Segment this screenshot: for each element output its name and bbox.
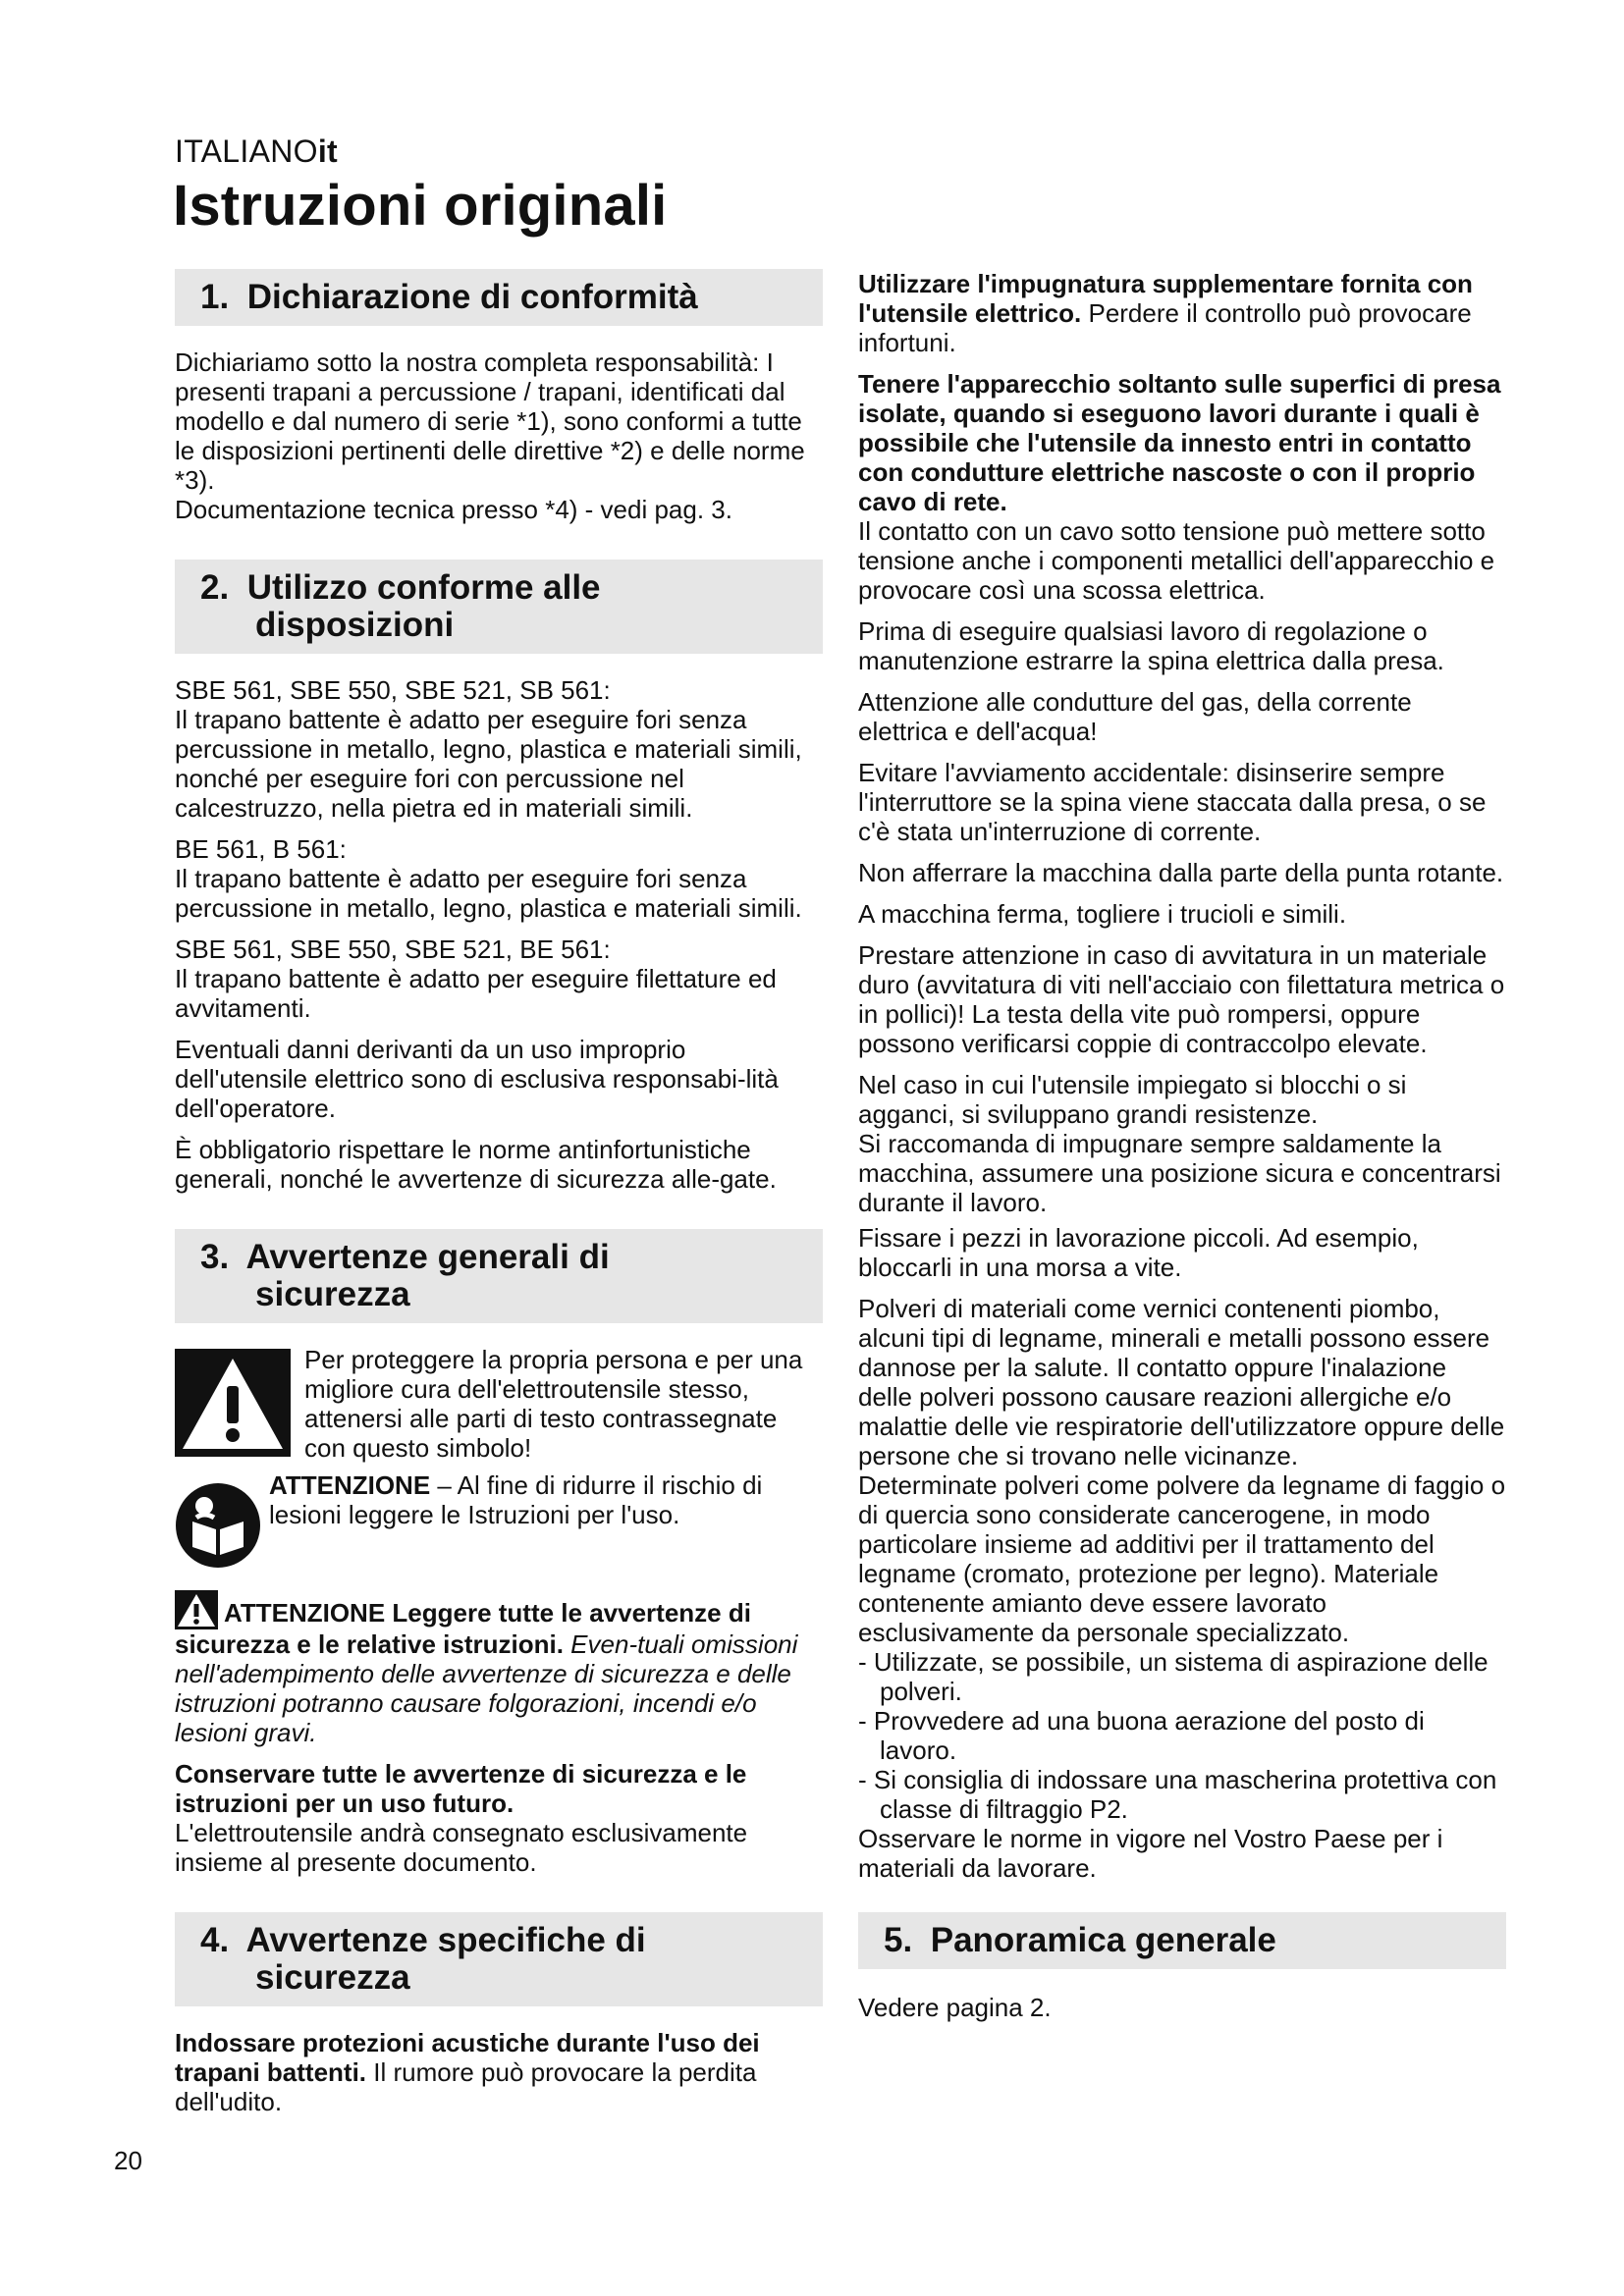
attention-body: – Al fine di ridurre il rischio di lesioni leggere le Istruzioni per l'uso.: [269, 1470, 763, 1529]
section-title: Avvertenze specifiche di: [245, 1921, 646, 1959]
section-5-heading: [858, 1912, 1506, 1969]
s4-paragraph-12b: Determinate polveri come polvere da legname di faggio o di quercia sono considerate cancerogene, in modo particolare insieme ad additivi per il trattamento del legname (cromato, protezione per legno). Materiale contenente amianto deve essere lavorato esclusivamente da personale specializzato.: [858, 1470, 1506, 1647]
attention-label: ATTENZIONE: [269, 1470, 431, 1500]
s4-paragraph-9: Prestare attenzione in caso di avvitatura in un materiale duro (avvitatura di viti nell'acciaio con filettatura metrica o in pollici)! La testa della vite può rompersi, oppure possono verificarsi coppie di contraccolpo elevate.: [858, 940, 1505, 1058]
s4-text: Si raccomanda di impugnare sempre saldamente la macchina, assumere una posizione sicura e concentrarsi durante il lavoro.: [858, 1129, 1501, 1217]
section-number: 5.: [884, 1921, 913, 1959]
s2-paragraph-4: Eventuali danni derivanti da un uso improprio dell'utensile elettrico sono di esclusiva responsabi-lità dell'operatore.: [175, 1035, 779, 1123]
small-warning-icon: [175, 1590, 218, 1629]
model-list: SBE 561, SBE 550, SBE 521, BE 561:: [175, 934, 611, 964]
section-3-heading: [175, 1229, 823, 1323]
s4-text: Nel caso in cui l'utensile impiegato si blocchi o si agganci, si sviluppano grandi resistenze.: [858, 1070, 1407, 1129]
model-list: SBE 561, SBE 550, SBE 521, SB 561:: [175, 675, 611, 705]
list-item: - Provvedere ad una buona aerazione del posto di lavoro.: [858, 1706, 1425, 1765]
warning-bold: ATTENZIONE Leggere tutte le avvertenze di sicurezza e le relative istruzioni.: [175, 1598, 751, 1659]
section-1-heading: [175, 269, 823, 326]
s4-paragraph-11: Fissare i pezzi in lavorazione piccoli. Ad esempio, bloccarli in una morsa a vite.: [858, 1223, 1419, 1282]
s4-bold: Utilizzare l'impugnatura supplementare fornita con l'utensile elettrico.: [858, 269, 1473, 328]
read-manual-icon: [175, 1482, 261, 1569]
s4-bold: Indossare protezioni acustiche durante l'uso dei trapani battenti.: [175, 2028, 760, 2087]
s2-text: Il trapano battente è adatto per eseguire filettature ed avvitamenti.: [175, 964, 777, 1023]
s4-paragraph-8: A macchina ferma, togliere i trucioli e simili.: [858, 899, 1347, 929]
page-title: Istruzioni originali: [173, 174, 668, 238]
section-number: 1.: [200, 278, 230, 316]
s4-paragraph-5: Attenzione alle condutture del gas, della corrente elettrica e dell'acqua!: [858, 687, 1412, 746]
section-title: Utilizzo conforme alle: [246, 568, 601, 607]
warning-italic: Even-tuali omissioni nell'adempimento delle avvertenze di sicurezza e delle istruzioni potranno causare folgorazioni, incendi e/o lesioni gravi.: [175, 1629, 798, 1747]
s2-text: Il trapano battente è adatto per eseguire fori senza percussione in metallo, legno, plastica e materiali simili, nonché per eseguire fori con percussione nel calcestruzzo, nella pietra ed in materiali simili.: [175, 705, 802, 823]
section-title-cont: disposizioni: [255, 606, 455, 644]
s4-paragraph-2: [858, 269, 1506, 357]
s4-text: Il rumore può provocare la perdita dell'udito.: [175, 2057, 757, 2116]
language-name: ITALIANO: [175, 133, 318, 169]
s4-bold: Tenere l'apparecchio soltanto sulle superfici di presa isolate, quando si eseguono lavori durante i quali è possibile che l'utensile da innesto entri in contatto con condutture elettriche nascoste o con il proprio cavo di rete.: [858, 369, 1501, 516]
s4-paragraph-12: Polveri di materiali come vernici contenenti piombo, alcuni tipi di legname, minerali e metalli possono essere dannose per la salute. Il contatto oppure l'inalazione delle polveri possono causare reazioni allergiche e/o malattie delle vie respiratorie dell'utilizzatore oppure delle persone che si trovano nelle vicinanze.: [858, 1294, 1505, 1470]
keep-instructions: [175, 1759, 823, 1877]
language-code: it: [317, 133, 338, 169]
s4-paragraph-13: Osservare le norme in vigore nel Vostro Paese per i materiali da lavorare.: [858, 1824, 1443, 1883]
s4-paragraph-3: [858, 369, 1506, 605]
left-column: [175, 269, 823, 2128]
warning-triangle-icon: [175, 1349, 291, 1457]
read-manual-block: [175, 1470, 823, 1569]
s2-paragraph-2: [175, 834, 823, 923]
section-number: 4.: [200, 1921, 230, 1959]
section-number: 2.: [200, 568, 230, 607]
s4-paragraph-7: Non afferrare la macchina dalla parte della punta rotante.: [858, 858, 1504, 887]
section-title-cont: sicurezza: [255, 1958, 410, 1997]
s2-text: Il trapano battente è adatto per eseguire fori senza percussione in metallo, legno, plastica e materiali simili.: [175, 864, 802, 923]
attention-text: [269, 1470, 823, 1529]
symbol-explanation: Per proteggere la propria persona e per una migliore cura dell'elettroutensile stesso, attenersi alle parti di testo contrassegnate con questo simbolo!: [304, 1345, 803, 1463]
page-number: 20: [114, 2146, 142, 2175]
section-4-heading: [175, 1912, 823, 2006]
s4-paragraph-1: [175, 2028, 823, 2116]
section-title-cont: sicurezza: [255, 1275, 410, 1313]
language-label: [175, 133, 338, 170]
s1-paragraph-2: Documentazione tecnica presso *4) - vedi pag. 3.: [175, 495, 732, 524]
section-number: 3.: [200, 1238, 230, 1276]
s1-paragraph-1: Dichiariamo sotto la nostra completa responsabilità: I presenti trapani a percussione / trapani, identificati dal modello e dal numero di serie *1), sono conformi a tutte le disposizioni pertinenti delle direttive *2) e delle norme *3).: [175, 347, 805, 495]
keep-body: L'elettroutensile andrà consegnato esclusivamente insieme al presente documento.: [175, 1818, 748, 1877]
s4-paragraph-4: Prima di eseguire qualsiasi lavoro di regolazione o manutenzione estrarre la spina elettrica dalla presa.: [858, 616, 1444, 675]
model-list: BE 561, B 561:: [175, 834, 347, 864]
section-title: Avvertenze generali di: [245, 1238, 610, 1276]
s2-paragraph-1: [175, 675, 823, 823]
s2-paragraph-3: [175, 934, 823, 1023]
section-title: Dichiarazione di conformità: [246, 278, 698, 316]
section-title: Panoramica generale: [930, 1921, 1276, 1959]
warning-read-all: [175, 1590, 823, 1747]
right-column: [858, 269, 1506, 2034]
list-item: - Si consiglia di indossare una mascherina protettiva con classe di filtraggio P2.: [858, 1765, 1497, 1824]
s4-paragraph-10: [858, 1070, 1506, 1217]
warning-symbol-block: [175, 1345, 823, 1463]
s4-text: Il contatto con un cavo sotto tensione può mettere sotto tensione anche i componenti metallici dell'apparecchio e provocare così una scossa elettrica.: [858, 516, 1495, 605]
keep-bold: Conservare tutte le avvertenze di sicurezza e le istruzioni per un uso futuro.: [175, 1759, 747, 1818]
s5-paragraph-1: Vedere pagina 2.: [858, 1993, 1052, 2022]
list-item: - Utilizzate, se possibile, un sistema di aspirazione delle polveri.: [858, 1647, 1489, 1706]
s4-paragraph-6: Evitare l'avviamento accidentale: disinserire sempre l'interruttore se la spina viene staccata dalla presa, o se c'è stata un'interruzione di corrente.: [858, 758, 1487, 846]
s4-text: Perdere il controllo può provocare infortuni.: [858, 298, 1472, 357]
section-2-heading: [175, 560, 823, 654]
s2-paragraph-5: È obbligatorio rispettare le norme antinfortunistiche generali, nonché le avvertenze di sicurezza alle-gate.: [175, 1135, 777, 1194]
